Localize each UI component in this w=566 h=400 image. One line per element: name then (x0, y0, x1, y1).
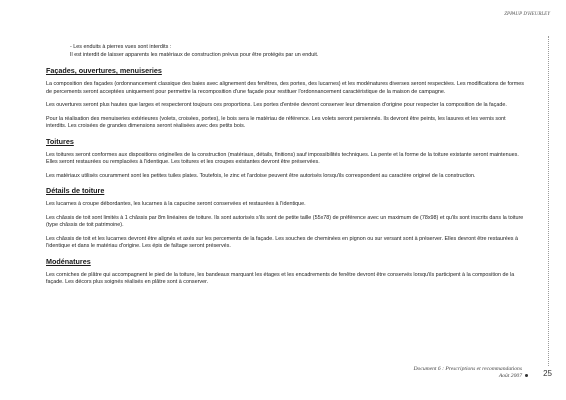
section-title: Modénatures (46, 256, 91, 266)
paragraph: Les corniches de plâtre qui accompagnent le pied de la toiture, les bandeaux marquant les étages et les encadrements de fenêtre devront être conservés lorsqu'ils participent à la composition de la façade. Les décors plus soignés réalisés en plâtre sont à conserver. (46, 271, 515, 285)
page-header-code: ZPPAUP D'HEURLEY (504, 12, 550, 17)
intro-line: Il est interdit de laisser apparents les matériaux de construction prévus pour être protégés par un enduit. (70, 51, 319, 58)
intro-block (70, 44, 524, 59)
page-number: 25 (543, 369, 552, 378)
section-facades (46, 66, 524, 131)
document-body (46, 44, 524, 293)
paragraph: Les matériaux utilisés couramment sont les petites tuiles plates. Toutefois, le zinc et l'ardoise peuvent être autorisés lorsqu'ils correspondent au caractère originel de la construction. (46, 172, 476, 179)
section-details-toiture (46, 186, 524, 251)
paragraph: Les châssis de toit et les lucarnes devront être alignés et axés sur les percements de la façade. Les souches de cheminées en pignon ou sur versant sont à préserver. Elles devront être restaurées à l'identique et dans le matériau d'origine. Les épis de faîtage seront préservés. (46, 235, 518, 249)
paragraph: Les toitures seront conformes aux dispositions originelles de la construction (matériaux, détails, finitions) sauf impossibilités techniques. La pente et la forme de la toiture existante seront maintenues. Elles seront restaurées ou remplacées à l'identique. Les toitures et les croupes existantes devront être préservées. (46, 151, 519, 165)
paragraph: Les lucarnes à croupe débordantes, les lucarnes à la capucine seront conservées et restaurées à l'identique. (46, 201, 306, 207)
paragraph: Les châssis de toit sont limités à 1 châssis par 8m linéaires de toiture. Ils sont autorisés s'ils sont de petite taille (55x78) de préférence avec un maximum de (78x98) et qu'ils sont inscrits dans la toiture (type châssis de toit patrimoine). (46, 214, 524, 228)
footer-date: Août 2007 (498, 373, 522, 379)
intro-line: - Les enduits à pierres vues sont interdits : (70, 44, 172, 50)
bullet-icon (525, 374, 528, 377)
paragraph: Pour la réalisation des menuiseries extérieures (volets, croisées, portes), le bois sera le matériau de référence. Les volets seront persiennés. Ils devront être peints, les lasures et les vernis sont interdits. Les croisées de grandes dimensions seront réalisées avec des petits bois. (46, 115, 506, 129)
margin-rule (548, 36, 549, 366)
paragraph: La composition des façades (ordonnancement classique des baies avec alignement des fenêtres, des portes, des lucarnes) et les modénatures diverses seront respectées. Les modifications de formes de percements seront acceptées uniquement pour permettre la recomposition d'une façade pour restituer l'ordonnancement caractéristique de la maison de campagne. (46, 81, 524, 95)
section-modenatures (46, 257, 524, 287)
section-toitures (46, 137, 524, 181)
section-title: Façades, ouvertures, menuiseries (46, 66, 162, 75)
section-title: Toitures (46, 136, 74, 146)
footer-text (414, 366, 523, 380)
section-title: Détails de toiture (46, 186, 105, 195)
footer-document-title: Document 6 : Prescriptions et recommandations (413, 366, 522, 372)
paragraph: Les ouvertures seront plus hautes que larges et respecteront toujours ces proportions. Les portes d'entrée devront conserver leur dimension d'origine pour respecter la composition de la façade. (46, 102, 507, 108)
